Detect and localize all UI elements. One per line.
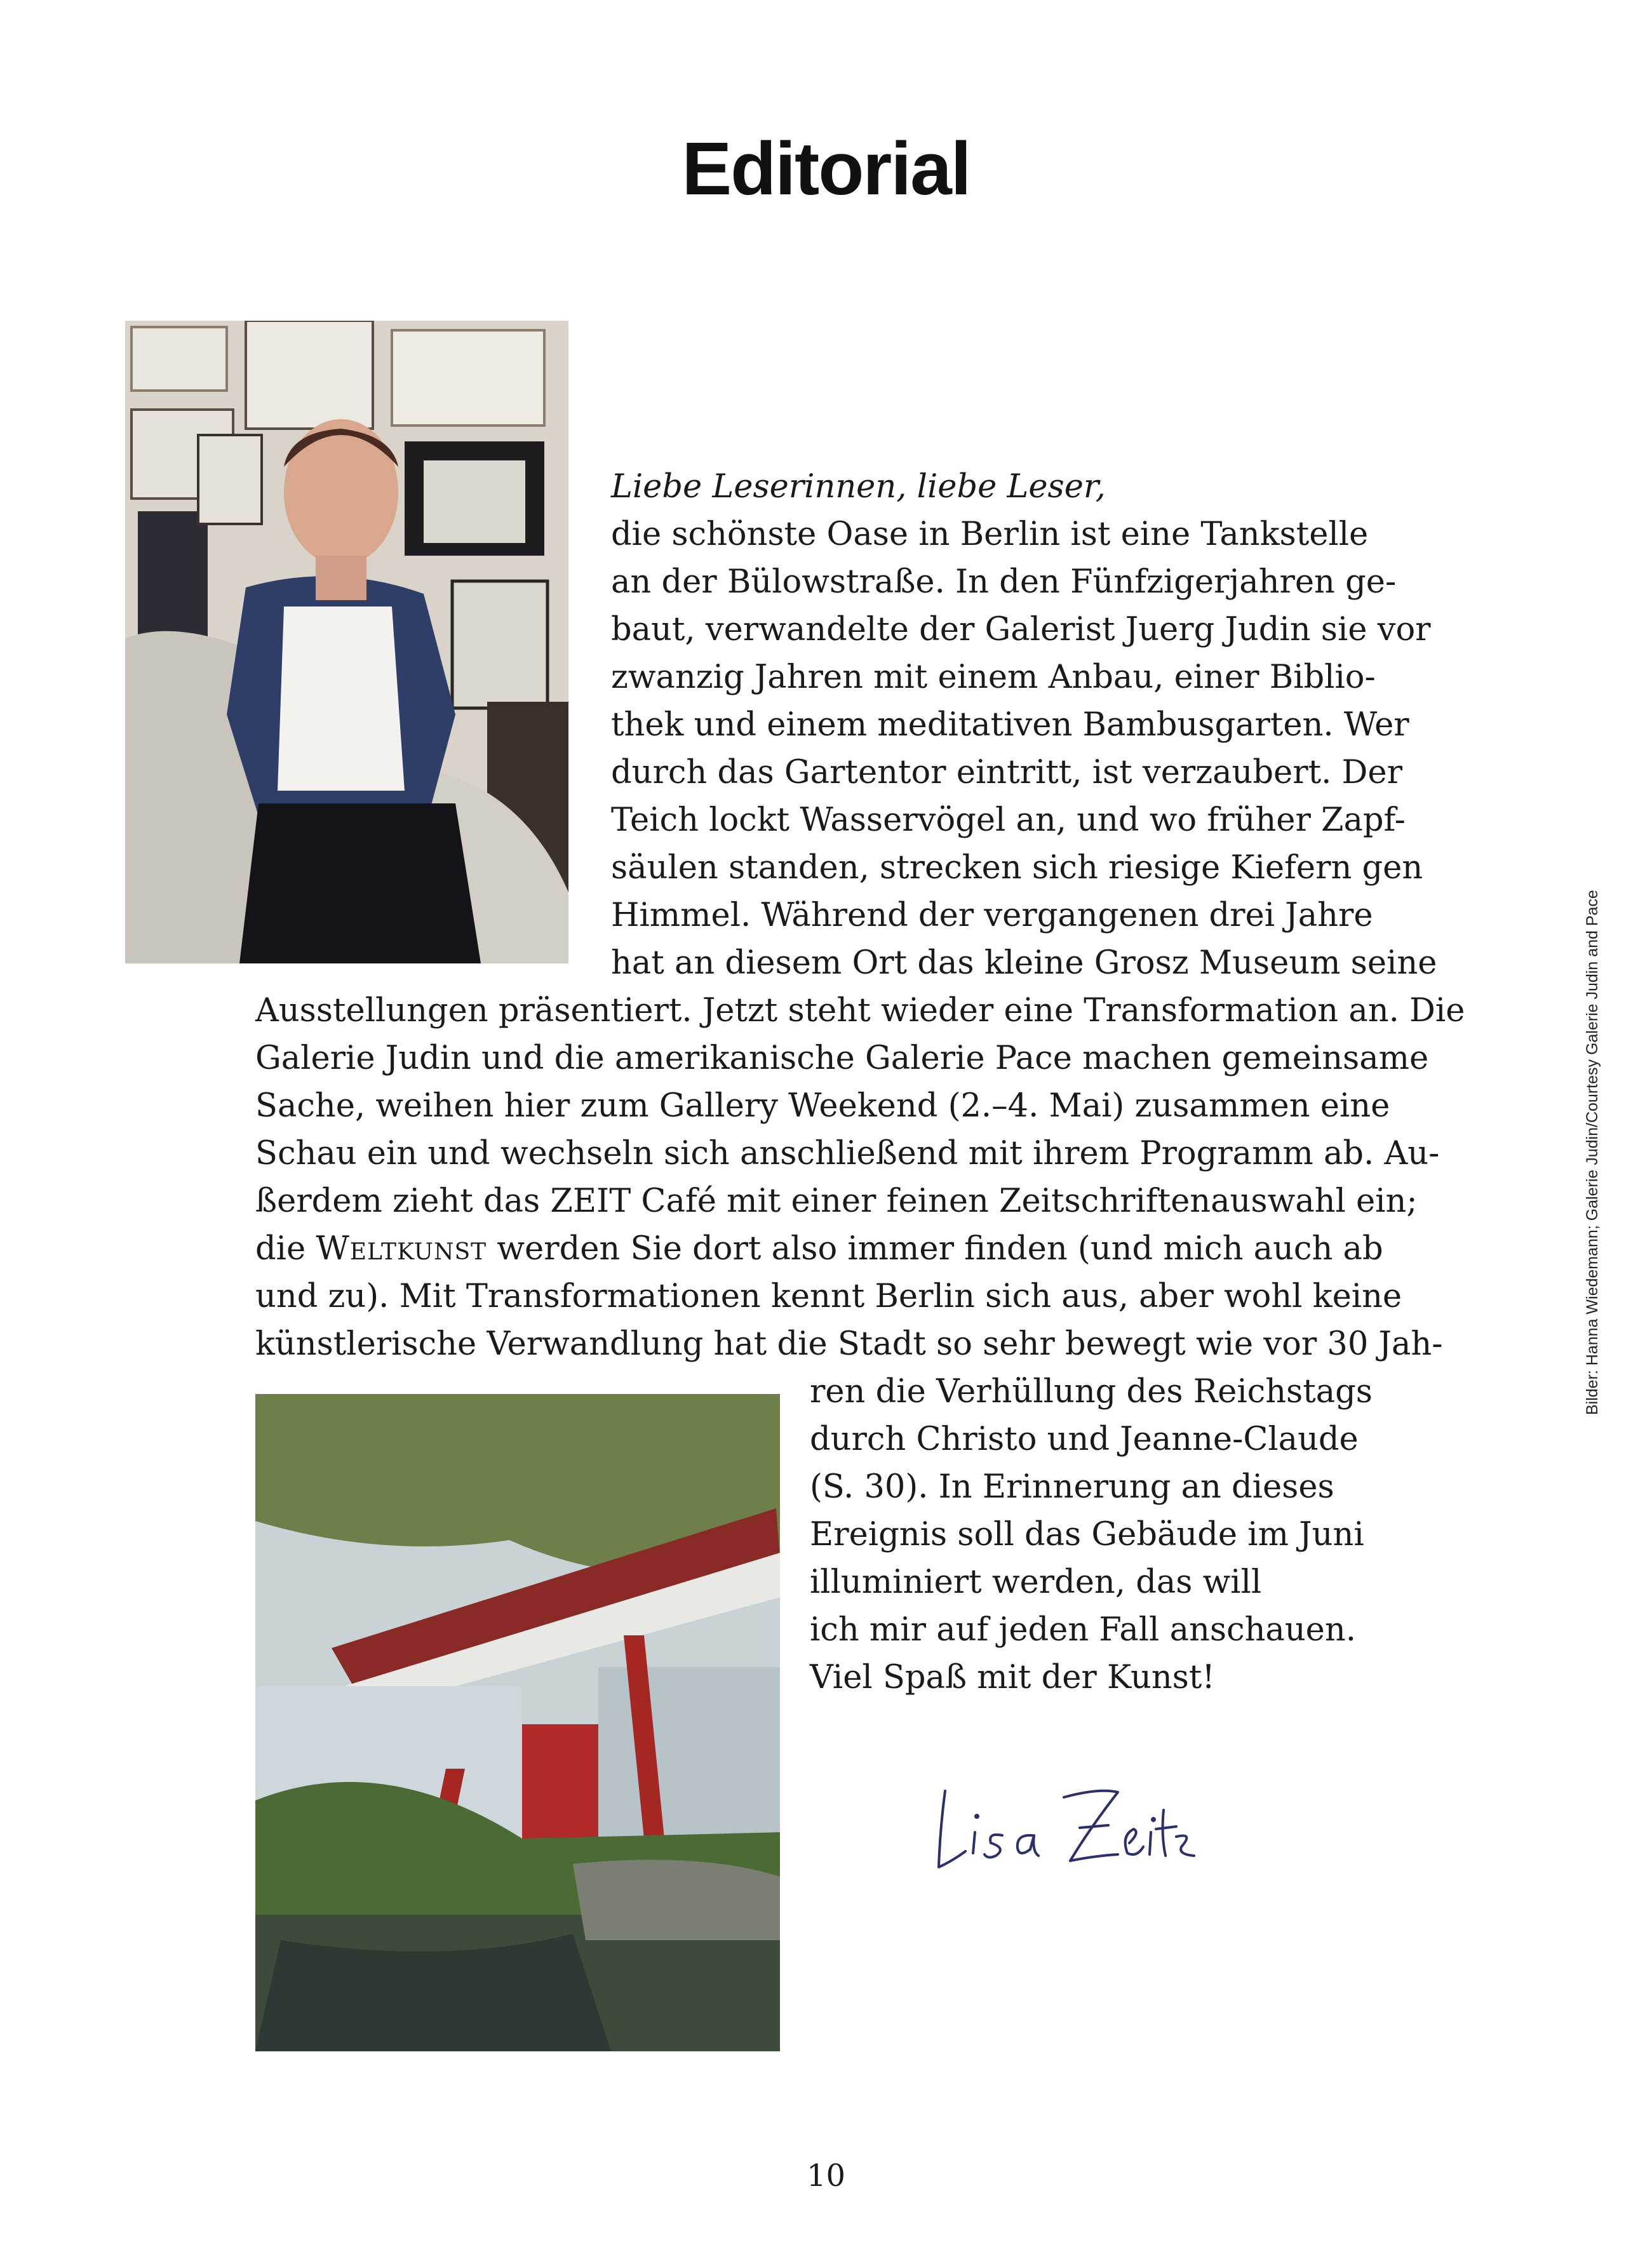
article-line: durch Christo und Jeanne-Claude xyxy=(810,1421,1359,1458)
closing-line: Viel Spaß mit der Kunst! xyxy=(810,1659,1215,1696)
article-line: baut, verwandelte der Galerist Juerg Judin sie vor xyxy=(611,611,1431,648)
portrait-photo xyxy=(125,321,568,963)
article-line: ren die Verhüllung des Reichstags xyxy=(810,1373,1373,1411)
article-line: (S. 30). In Erinnerung an dieses xyxy=(810,1468,1334,1506)
gallery-garden-photo xyxy=(255,1394,780,2051)
article-line: Sache, weihen hier zum Gallery Weekend (2.–4. Mai) zusammen eine xyxy=(255,1087,1390,1125)
article-line: Ereignis soll das Gebäude im Juni xyxy=(810,1516,1364,1553)
article-line: illuminiert werden, das will xyxy=(810,1564,1262,1601)
article-line: thek und einem meditativen Bambusgarten. Wer xyxy=(611,706,1409,744)
magazine-name: Weltkunst xyxy=(316,1230,487,1268)
salutation: Liebe Leserinnen, liebe Leser, xyxy=(611,468,1106,506)
article-line: die Weltkunst werden Sie dort also immer finden (und mich auch ab xyxy=(255,1230,1383,1268)
article-line: Galerie Judin und die amerikanische Galerie Pace machen gemeinsame xyxy=(255,1040,1429,1077)
signature xyxy=(927,1772,1200,1880)
article-line: ich mir auf jeden Fall anschauen. xyxy=(810,1611,1356,1649)
article-line: säulen standen, strecken sich riesige Kiefern gen xyxy=(611,849,1423,887)
article-line: Teich lockt Wasservögel an, und wo früher Zapf- xyxy=(611,801,1406,839)
photo-credit: Bilder: Hanna Wiedemann; Galerie Judin/Courtesy Galerie Judin and Pace xyxy=(1583,890,1601,1415)
article-line: Schau ein und wechseln sich anschließend mit ihrem Programm ab. Au- xyxy=(255,1135,1440,1172)
article-line: hat an diesem Ort das kleine Grosz Museum seine xyxy=(611,944,1437,982)
article-line: Himmel. Während der vergangenen drei Jahre xyxy=(611,897,1373,934)
article-line: durch das Gartentor eintritt, ist verzaubert. Der xyxy=(611,754,1402,791)
article-line: künstlerische Verwandlung hat die Stadt so sehr bewegt wie vor 30 Jah- xyxy=(255,1325,1443,1363)
article-line: Ausstellungen präsentiert. Jetzt steht wieder eine Transformation an. Die xyxy=(255,992,1465,1029)
article-line: ßerdem zieht das ZEIT Café mit einer feinen Zeitschriftenauswahl ein; xyxy=(255,1183,1418,1220)
article-line: an der Bülowstraße. In den Fünfzigerjahren ge- xyxy=(611,563,1397,601)
page-title: Editorial xyxy=(682,127,970,211)
article-line: zwanzig Jahren mit einem Anbau, einer Biblio- xyxy=(611,659,1376,696)
article-line: die schönste Oase in Berlin ist eine Tankstelle xyxy=(611,516,1369,553)
article-line: und zu). Mit Transformationen kennt Berlin sich aus, aber wohl keine xyxy=(255,1278,1402,1315)
page-number: 10 xyxy=(806,2158,846,2194)
